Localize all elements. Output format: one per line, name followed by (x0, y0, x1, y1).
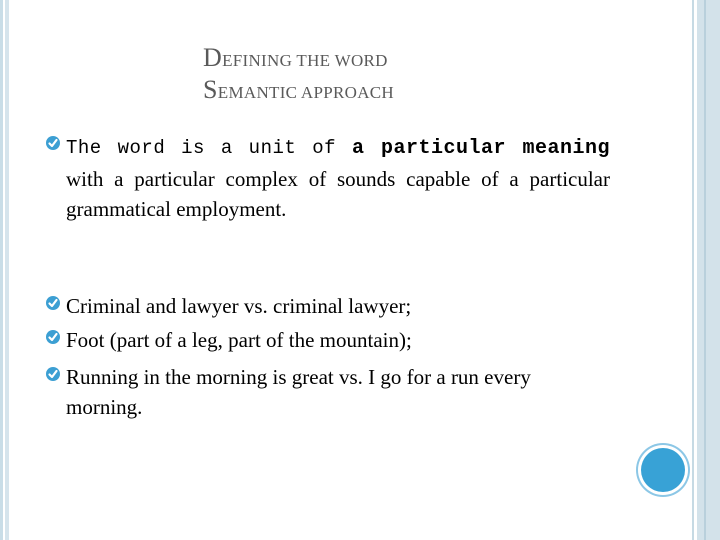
right-border-decoration (690, 0, 720, 540)
title-line-1-rest: EFINING THE WORD (222, 51, 388, 70)
bullet-icon (46, 296, 60, 310)
bullet-item-example-2 (46, 325, 610, 355)
bullet-text: Foot (part of a leg, part of the mountain); (66, 328, 412, 352)
bullet-item-example-1 (46, 291, 610, 321)
title-line-1-initial: D (203, 43, 223, 72)
bullet-icon (46, 136, 60, 150)
title-line-1 (203, 42, 533, 74)
right-border-line (704, 0, 706, 540)
left-border-decoration (0, 0, 9, 540)
title-line-2-initial: S (203, 75, 218, 104)
bullet-icon (46, 367, 60, 381)
bullet-text: Running in the morning is great vs. I go for a run every morning. (66, 365, 531, 419)
bullet-text-part-3: with a particular complex of sounds capable of a particular grammatical employment. (66, 167, 610, 221)
bullet-icon (46, 330, 60, 344)
title-line-2 (203, 74, 533, 106)
title-line-2-rest: EMANTIC APPROACH (217, 83, 395, 102)
bullet-item-example-3 (46, 362, 610, 422)
slide-title (203, 42, 533, 106)
bullet-text-emphasis: a particular meaning (351, 137, 611, 160)
bullet-item-definition (46, 131, 610, 224)
bullet-text: Criminal and lawyer vs. criminal lawyer; (66, 294, 412, 318)
bullet-text-part-1: The word is a unit of (66, 137, 352, 159)
bullet-text (66, 131, 610, 224)
decorative-circle (641, 448, 685, 492)
